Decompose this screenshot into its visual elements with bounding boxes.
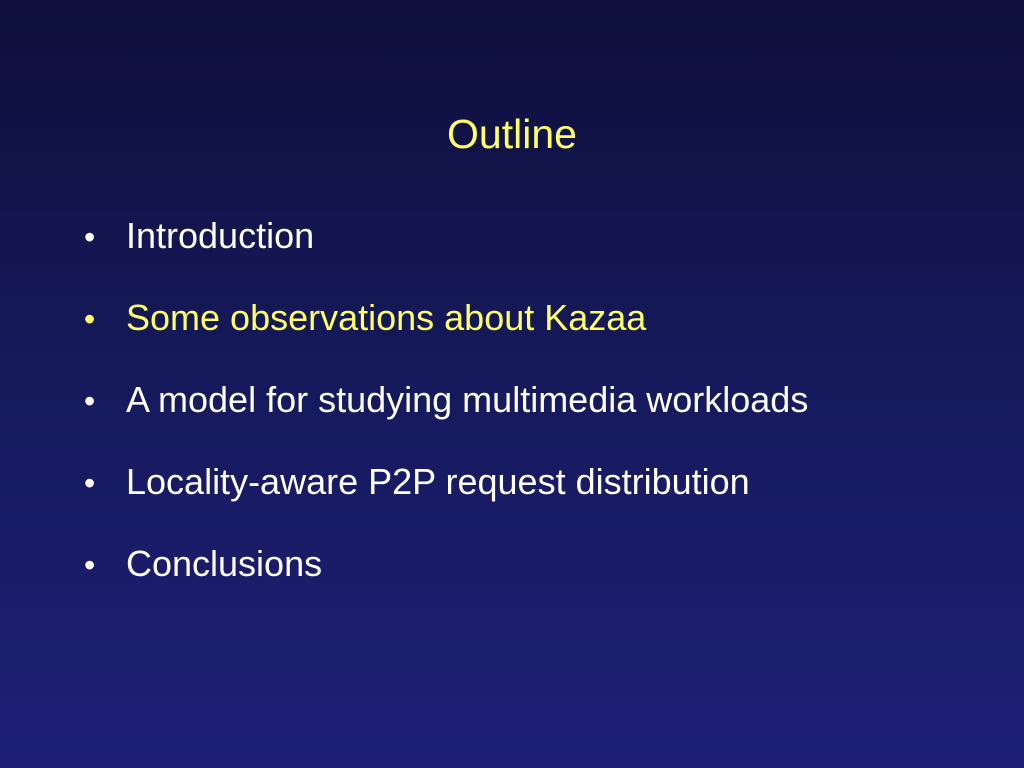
bullet-icon: • <box>84 301 96 337</box>
bullet-item-multimedia-model <box>84 376 808 458</box>
slide-title: Outline <box>447 111 577 157</box>
bullet-icon: • <box>84 465 96 501</box>
bullet-item-introduction <box>84 212 808 294</box>
bullet-text: Locality-aware P2P request distribution <box>126 461 750 502</box>
bullet-text: A model for studying multimedia workloads <box>126 379 809 420</box>
bullet-icon: • <box>84 547 96 583</box>
bullet-icon: • <box>84 383 96 419</box>
bullet-text: Introduction <box>126 215 315 256</box>
bullet-item-locality-aware <box>84 458 808 540</box>
bullet-text: Conclusions <box>126 543 323 584</box>
bullet-item-conclusions <box>84 540 808 622</box>
bullet-text: Some observations about Kazaa <box>126 297 647 338</box>
bullet-item-kazaa-observations <box>84 294 808 376</box>
bullet-icon: • <box>84 219 96 255</box>
bullet-list <box>84 212 808 622</box>
